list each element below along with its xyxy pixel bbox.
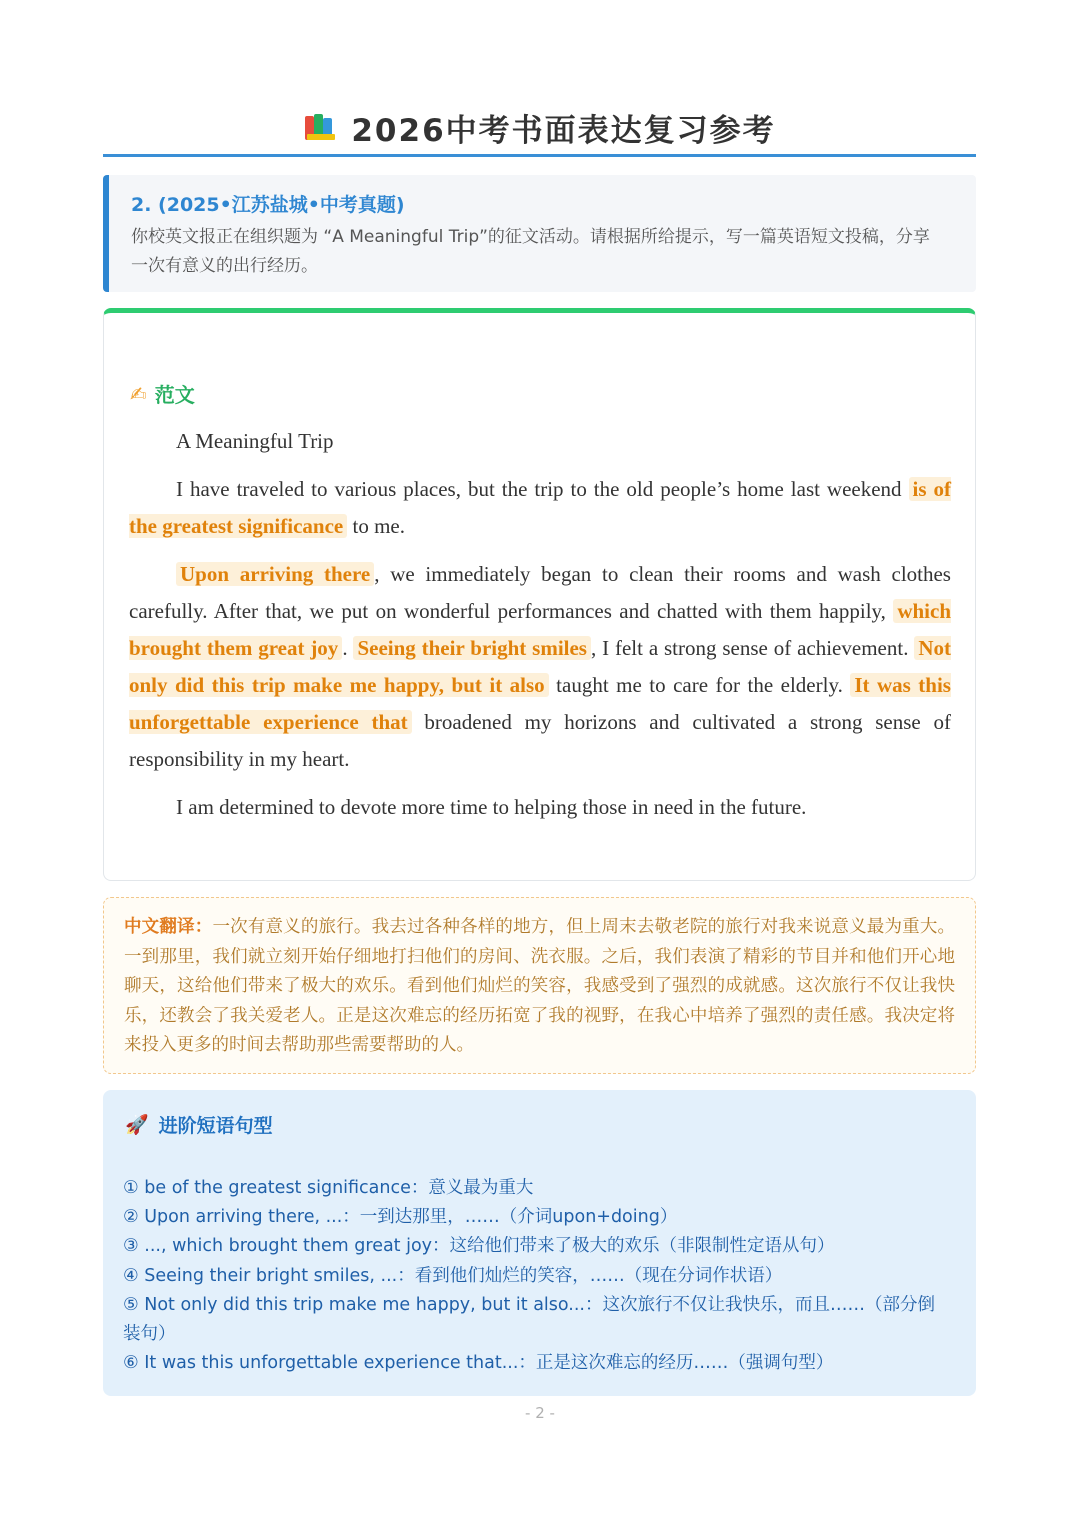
question-body: 你校英文报正在组织题为 “A Meaningful Trip”的征文活动。请根据所给提示，写一篇英语短文投稿，分享一次有意义的出行经历。 bbox=[131, 227, 930, 276]
essay-text: taught me to care for the elderly. bbox=[548, 673, 851, 697]
highlighted-phrase: Seeing their bright smiles bbox=[353, 636, 591, 660]
phrase-list bbox=[123, 1174, 950, 1378]
phrase-item: ① be of the greatest significance：意义最为重大 bbox=[123, 1178, 534, 1198]
highlighted-phrase: is of the greatest significance bbox=[129, 477, 951, 538]
advanced-phrases-label: 进阶短语句型 bbox=[158, 1115, 273, 1137]
essay-text: . bbox=[342, 636, 354, 660]
books-icon bbox=[303, 112, 337, 142]
page-title: 2026中考书面表达复习参考 bbox=[351, 112, 776, 149]
essay-title: A Meaningful Trip bbox=[176, 429, 334, 453]
essay-paragraph-2 bbox=[129, 556, 951, 778]
translation-box bbox=[103, 897, 976, 1074]
essay-body bbox=[129, 423, 951, 837]
highlighted-phrase: Upon arriving there bbox=[176, 562, 374, 586]
question-box bbox=[103, 175, 976, 292]
advanced-phrases-heading bbox=[125, 1111, 273, 1138]
page-header bbox=[103, 104, 976, 157]
essay-text: to me. bbox=[347, 514, 405, 538]
phrase-item: ⑤ Not only did this trip make me happy, but it also...：这次旅行不仅让我快乐，而且……（部分倒装句） bbox=[123, 1294, 935, 1345]
page-number: - 2 - bbox=[525, 1404, 555, 1422]
phrase-item: ② Upon arriving there, ...：一到达那里，……（介词upon+doing） bbox=[123, 1207, 678, 1228]
essay-paragraph-3: I am determined to devote more time to helping those in need in the future. bbox=[176, 795, 807, 819]
sample-essay-card bbox=[103, 308, 976, 881]
sample-essay-label: 范文 bbox=[154, 383, 195, 407]
writing-hand-icon: ✍ bbox=[130, 381, 147, 406]
question-title: 2. (2025•江苏盐城•中考真题) bbox=[131, 194, 405, 216]
phrase-item: ④ Seeing their bright smiles, ...：看到他们灿烂的笑容，……（现在分词作状语） bbox=[123, 1265, 783, 1286]
advanced-phrases-box bbox=[103, 1090, 976, 1396]
translation-text: 一次有意义的旅行。我去过各种各样的地方，但上周末去敬老院的旅行对我来说意义最为重大。一到那里，我们就立刻开始仔细地打扫他们的房间、洗衣服。之后，我们表演了精彩的节目并和他们开心地聊天，这给他们带来了极大的欢乐。看到他们灿烂的笑容，我感受到了强烈的成就感。这次旅行不仅让我快乐，还教会了我关爱老人。正是这次难忘的经历拓宽了我的视野，在我心中培养了强烈的责任感。我决定将来投入更多的时间去帮助那些需要帮助的人。 bbox=[124, 917, 956, 1055]
essay-paragraph-1 bbox=[129, 471, 951, 545]
highlighted-phrase: Not only did this trip make me happy, but it also bbox=[129, 636, 951, 697]
rocket-icon: 🚀 bbox=[125, 1113, 149, 1136]
highlighted-phrase: which brought them great joy bbox=[129, 599, 951, 660]
translation-label: 中文翻译： bbox=[124, 917, 213, 937]
essay-text: , we immediately began to clean their rooms and wash clothes carefully. After that, we put on wonderful performances and chatted with them happily, bbox=[129, 562, 951, 623]
essay-text: broadened my horizons and cultivated a strong sense of responsibility in my heart. bbox=[129, 710, 951, 771]
essay-text: I have traveled to various places, but the trip to the old people’s home last weekend bbox=[176, 477, 909, 501]
highlighted-phrase: It was this unforgettable experience that bbox=[129, 673, 951, 734]
essay-text: , I felt a strong sense of achievement. bbox=[590, 636, 915, 660]
phrase-item: ⑥ It was this unforgettable experience that...：正是这次难忘的经历……（强调句型） bbox=[123, 1353, 834, 1374]
phrase-item: ③ ..., which brought them great joy：这给他们带来了极大的欢乐（非限制性定语从句） bbox=[123, 1236, 835, 1257]
sample-essay-heading bbox=[130, 379, 195, 408]
